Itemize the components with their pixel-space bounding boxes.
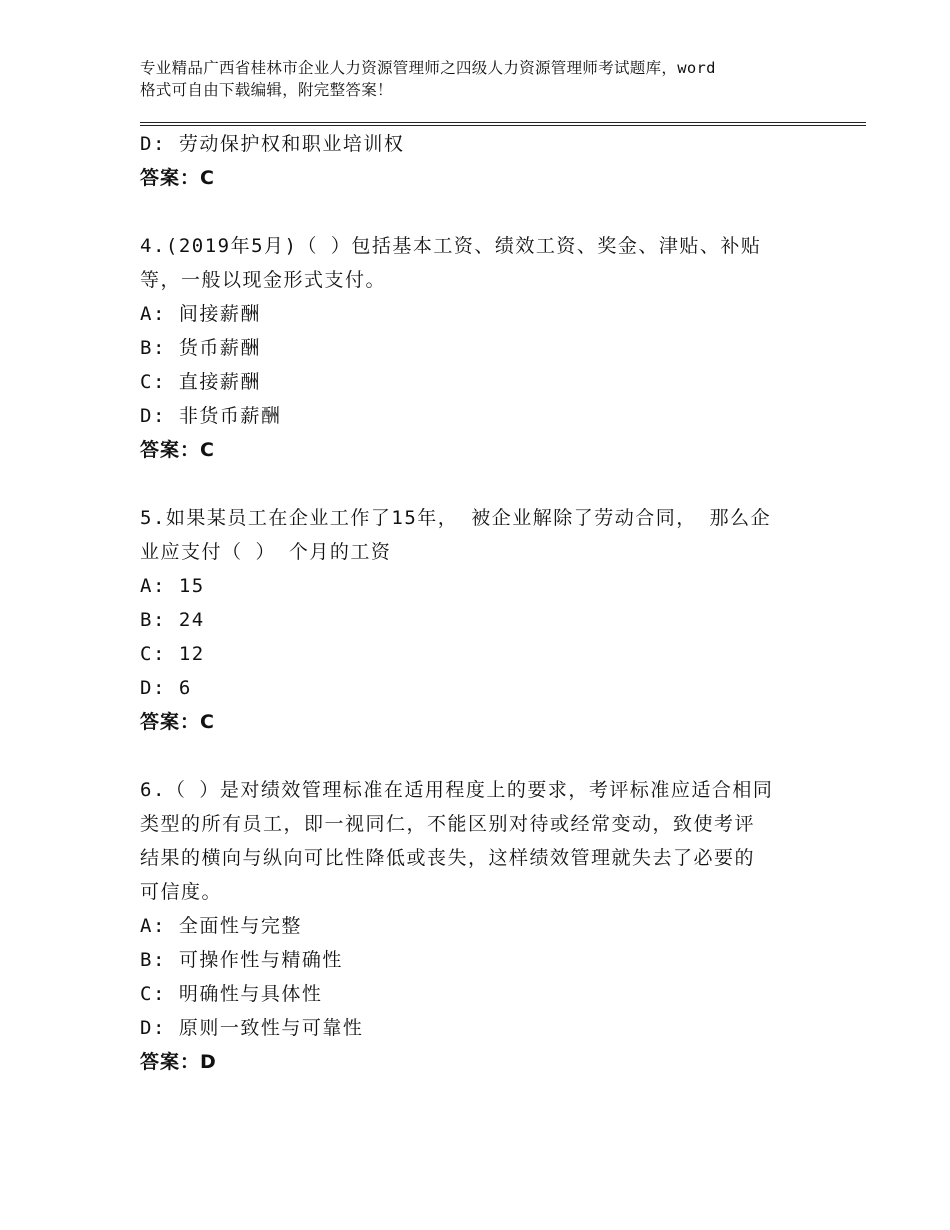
option-d: D: 原则一致性与可靠性 <box>140 1017 364 1039</box>
option-d: D: 6 <box>140 677 192 699</box>
header-rule-bottom <box>140 125 866 126</box>
spacer <box>140 739 820 773</box>
option-b: B: 24 <box>140 609 205 631</box>
answer-line: 答案：C <box>140 439 215 461</box>
previous-question-tail <box>140 127 820 195</box>
option-c: C: 明确性与具体性 <box>140 983 323 1005</box>
question-stem-line: 等，一般以现金形式支付。 <box>140 269 387 291</box>
answer-line: 答案：D <box>140 1051 217 1073</box>
option-a: A: 15 <box>140 575 205 597</box>
question-5 <box>140 501 820 739</box>
spacer <box>140 195 820 229</box>
option-d: D: 劳动保护权和职业培训权 <box>140 133 405 155</box>
question-stem-line: 6.（ ）是对绩效管理标准在适用程度上的要求，考评标准应适合相同 <box>140 779 774 801</box>
header-line-1: 专业精品广西省桂林市企业人力资源管理师之四级人力资源管理师考试题库，word <box>140 59 716 77</box>
option-a: A: 间接薪酬 <box>140 303 261 325</box>
option-a: A: 全面性与完整 <box>140 915 302 937</box>
answer-line: 答案：C <box>140 711 215 733</box>
header-rule-top <box>140 122 866 123</box>
header-line-2: 格式可自由下载编辑，附完整答案！ <box>140 81 393 99</box>
option-d: D: 非货币薪酬 <box>140 405 282 427</box>
question-stem-line: 类型的所有员工，即一视同仁，不能区别对待或经常变动，致使考评 <box>140 813 756 835</box>
document-header <box>140 57 830 101</box>
question-4 <box>140 229 820 467</box>
spacer <box>140 467 820 501</box>
question-stem-line: 业应支付（ ） 个月的工资 <box>140 541 392 563</box>
question-stem-line: 结果的横向与纵向可比性降低或丧失，这样绩效管理就失去了必要的 <box>140 847 756 869</box>
option-c: C: 12 <box>140 643 205 665</box>
question-stem-line: 4.(2019年5月)（ ）包括基本工资、绩效工资、奖金、津贴、补贴 <box>140 235 762 257</box>
document-body <box>140 127 820 1079</box>
option-c: C: 直接薪酬 <box>140 371 261 393</box>
question-stem-line: 5.如果某员工在企业工作了15年， 被企业解除了劳动合同， 那么企 <box>140 507 772 529</box>
option-b: B: 可操作性与精确性 <box>140 949 343 971</box>
option-b: B: 货币薪酬 <box>140 337 261 359</box>
question-stem-line: 可信度。 <box>140 881 223 903</box>
answer-line: 答案：C <box>140 167 215 189</box>
question-6 <box>140 773 820 1079</box>
